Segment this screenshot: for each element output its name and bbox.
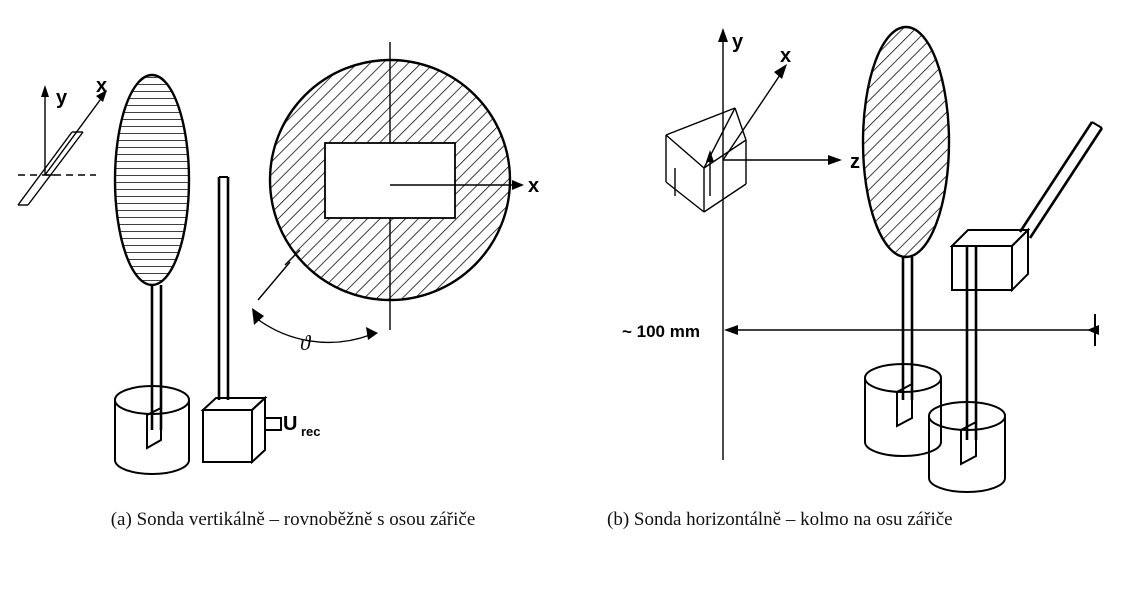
figure-panel-b [600,0,1141,500]
inset-axis-label-z: z [850,151,860,173]
label-u-rec-subscript: rec [301,424,321,439]
angle-label-theta: ϑ [300,331,311,355]
inset-axis-label-x: x [780,45,792,67]
caption-a [38,508,548,532]
caption-a-text: Sonda vertikálně – rovnoběžně s osou zářiče [136,509,476,530]
caption-a-label: (a) [110,509,132,530]
label-distance: ~ 100 mm [622,322,700,341]
panel-b-drawing [600,0,1141,500]
receiver-box [203,177,281,462]
inset-axis-label-x: x [96,75,108,97]
inset-axis-label-y: y [732,31,744,53]
inset-axis-label-y: y [56,87,68,109]
probe-stand-cylinder [115,285,189,474]
caption-b-text: Sonda horizontálně – kolmo na osu zářiče [633,509,953,530]
caption-b [607,508,1107,532]
panel-a-drawing [0,0,600,500]
hatched-ellipse-transducer [863,27,949,257]
hatched-circle-beam-cross-section [270,42,524,330]
receiver-box [952,122,1102,440]
figure-panel-a [0,0,600,500]
hatched-ellipse-transducer [115,75,189,285]
circle-axis-label-x: x [528,175,540,197]
probe-inset-axes [666,28,842,460]
caption-b-label: (b) [607,509,630,530]
label-u-rec: U [283,413,298,435]
